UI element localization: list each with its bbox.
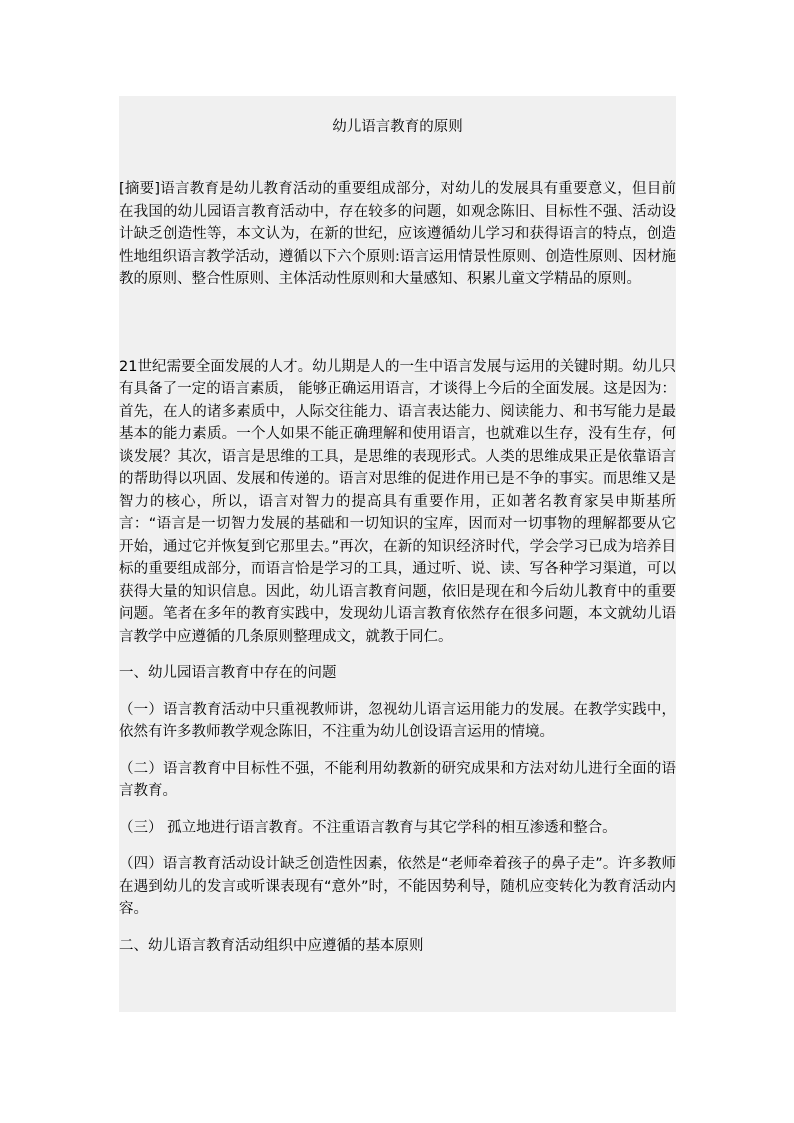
problem-item: （二）语言教育中目标性不强，不能利用幼教新的研究成果和方法对幼儿进行全面的语言教育。 xyxy=(119,760,676,799)
document-body xyxy=(119,178,676,957)
abstract-paragraph: [摘要]语言教育是幼儿教育活动的重要组成部分，对幼儿的发展具有重要意义，但目前在我国的幼儿园语言教育活动中，存在较多的问题，如观念陈旧、目标性不强、活动设计缺乏创造性等，本文认为，在新的世纪，应该遵循幼儿学习和获得语言的特点，创造性地组织语言教学活动，遵循以下六个原则:语言运用情景性原则、创造性原则、因材施教的原则、整合性原则、主体活动性原则和大量感知、积累儿童文学精品的原则。 xyxy=(119,181,676,287)
section-heading-principles: 二、幼儿语言教育活动组织中应遵循的基本原则 xyxy=(119,937,424,954)
section-heading-problems: 一、幼儿园语言教育中存在的问题 xyxy=(119,665,337,681)
problem-item: （一）语言教育活动中只重视教师讲，忽视幼儿语言运用能力的发展。在教学实践中，依然有许多教师教学观念陈旧，不注重为幼儿创设语言运用的情境。 xyxy=(119,701,676,740)
document-page xyxy=(119,96,676,1012)
document-title: 幼儿语言教育的原则 xyxy=(332,119,463,135)
problem-item: （四）语言教育活动设计缺乏创造性因素，依然是“老师牵着孩子的鼻子走”。许多教师在遇到幼儿的发言或听课表现有“意外”时，不能因势利导，随机应变转化为教育活动内容。 xyxy=(119,856,676,917)
intro-paragraph: 21世纪需要全面发展的人才。幼儿期是人的一生中语言发展与运用的关键时期。幼儿只有具备了一定的语言素质， 能够正确运用语言，才谈得上今后的全面发展。这是因为：首先，在人的诸多素质中，人际交往能力、语言表达能力、阅读能力、和书写能力是最基本的能力素质。一个人如果不能正确理解和使用语言，也就难以生存，没有生存，何谈发展？其次，语言是思维的工具，是思维的表现形式。人类的思维成果正是依靠语言的帮助得以巩固、发展和传递的。语言对思维的促进作用已是不争的事实。而思维又是智力的核心，所以，语言对智力的提高具有重要作用，正如著名教育家吴申斯基所言：“语言是一切智力发展的基础和一切知识的宝库，因而对一切事物的理解都要从它开始，通过它并恢复到它那里去。”再次，在新的知识经济时代，学会学习已成为培养目标的重要组成部分，而语言恰是学习的工具，通过听、说、读、写各种学习渠道，可以获得大量的知识信息。因此，幼儿语言教育问题，依旧是现在和今后幼儿教育中的重要问题。笔者在多年的教育实践中，发现幼儿语言教育依然存在很多问题，本文就幼儿语言教学中应遵循的几条原则整理成文，就教于同仁。 xyxy=(119,358,676,645)
problem-item: （三） 孤立地进行语言教育。不注重语言教育与其它学科的相互渗透和整合。 xyxy=(119,819,617,836)
